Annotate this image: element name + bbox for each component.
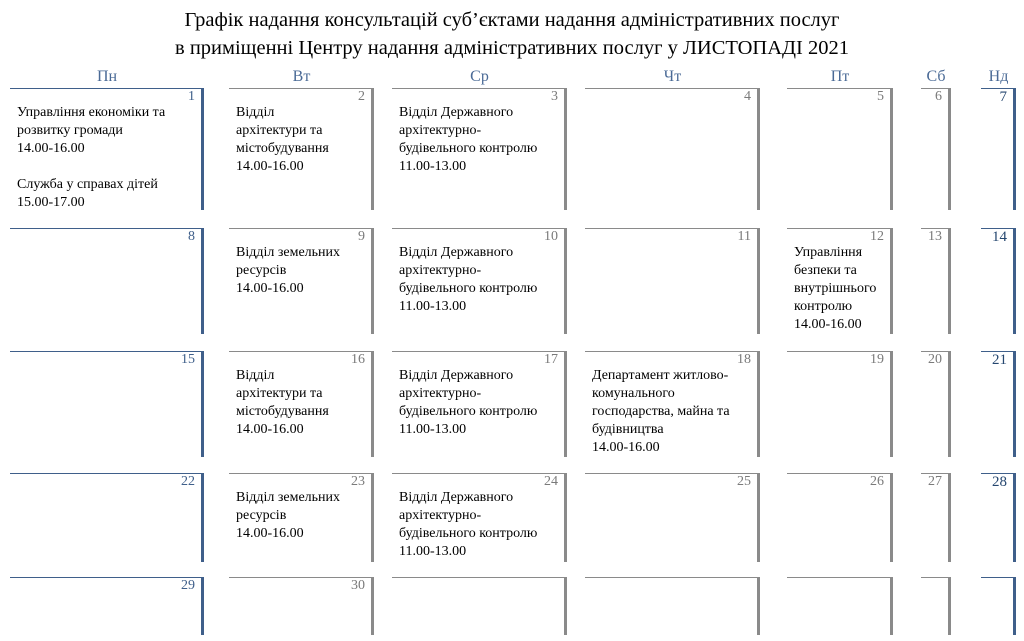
day-cell-18 [585, 351, 760, 457]
event-time: 14.00-16.00 [17, 141, 85, 156]
event-text-line: архітектури та [236, 386, 323, 401]
event-text-line: будівельного контролю [399, 526, 538, 541]
day-cell-7 [981, 88, 1016, 210]
day-number: 27 [928, 474, 942, 489]
consultation-entry [794, 244, 886, 334]
weekday-fri: Пт [830, 68, 850, 85]
consultation-entry [399, 489, 560, 561]
day-cell-14 [981, 228, 1016, 334]
event-text-line: архітектурно- [399, 508, 482, 523]
weekday-sat: Сб [926, 68, 946, 85]
event-text-line: розвитку громади [17, 123, 123, 138]
day-cell-3 [392, 88, 567, 210]
day-cell-empty [585, 577, 760, 635]
page-title-line-2: в приміщенні Центру надання адміністративних послуг у ЛИСТОПАДІ 2021 [175, 37, 849, 59]
event-text-line: архітектурно- [399, 386, 482, 401]
event-text-line: Відділ [236, 368, 275, 383]
day-number: 21 [992, 352, 1007, 368]
event-text-line: Відділ Державного [399, 105, 514, 120]
day-number: 4 [744, 89, 751, 104]
day-cell-11 [585, 228, 760, 334]
event-text-line: господарства, майна та [592, 404, 730, 419]
day-number: 11 [737, 229, 751, 244]
event-text-line: ресурсів [236, 508, 287, 523]
day-number: 15 [181, 352, 195, 367]
day-number: 29 [181, 578, 195, 593]
day-number: 6 [935, 89, 942, 104]
day-number: 16 [351, 352, 365, 367]
event-text-line: будівельного контролю [399, 141, 538, 156]
page-title-line-1: Графік надання консультацій суб’єктами надання адміністративних послуг [184, 9, 840, 31]
consultation-entry [236, 104, 367, 176]
event-text-line: архітектурно- [399, 123, 482, 138]
day-cell-15 [10, 351, 204, 457]
weekday-tue: Вт [292, 68, 311, 85]
day-number: 25 [737, 474, 751, 489]
day-number: 12 [870, 229, 884, 244]
consultation-entry [236, 367, 367, 439]
day-number: 2 [358, 89, 365, 104]
event-time: 14.00-16.00 [236, 159, 304, 174]
day-cell-28 [981, 473, 1016, 562]
day-cell-8 [10, 228, 204, 334]
day-cell-20 [921, 351, 951, 457]
day-cell-29 [10, 577, 204, 635]
day-cell-30 [229, 577, 374, 635]
day-number: 19 [870, 352, 884, 367]
event-text-line: будівельного контролю [399, 404, 538, 419]
event-text-line: комунального [592, 386, 675, 401]
day-cell-2 [229, 88, 374, 210]
day-cell-17 [392, 351, 567, 457]
event-text-line: Відділ земельних [236, 490, 341, 505]
consultation-entry [17, 104, 197, 212]
day-cell-16 [229, 351, 374, 457]
consultation-entry [399, 104, 560, 176]
day-cell-4 [585, 88, 760, 210]
day-number: 1 [188, 89, 195, 104]
weekday-mon: Пн [96, 68, 118, 85]
event-text-line: Відділ Державного [399, 245, 514, 260]
consultation-entry [236, 244, 367, 298]
day-cell-19 [787, 351, 893, 457]
day-number: 9 [358, 229, 365, 244]
day-number: 26 [870, 474, 884, 489]
day-number: 13 [928, 229, 942, 244]
weekday-wed: Ср [470, 68, 489, 85]
event-text-line: Служба у справах дітей [17, 177, 158, 192]
day-cell-1 [10, 88, 204, 210]
day-cell-25 [585, 473, 760, 562]
day-cell-13 [921, 228, 951, 334]
day-cell-empty [392, 577, 567, 635]
day-number: 8 [188, 229, 195, 244]
day-number: 22 [181, 474, 195, 489]
event-text-line: контролю [794, 299, 853, 314]
event-text-line: Відділ Державного [399, 368, 514, 383]
event-text-line: архітектури та [236, 123, 323, 138]
day-number: 18 [737, 352, 751, 367]
event-text-line: Відділ земельних [236, 245, 341, 260]
event-text-line: Відділ Державного [399, 490, 514, 505]
event-text-line: ресурсів [236, 263, 287, 278]
day-cell-9 [229, 228, 374, 334]
day-number: 7 [999, 89, 1007, 105]
consultation-entry [399, 367, 560, 439]
day-cell-22 [10, 473, 204, 562]
event-time: 14.00-16.00 [592, 440, 660, 455]
day-number: 28 [992, 474, 1007, 490]
event-time: 11.00-13.00 [399, 299, 467, 314]
day-number: 5 [877, 89, 884, 104]
event-time: 15.00-17.00 [17, 195, 85, 210]
day-cell-12 [787, 228, 893, 334]
day-cell-10 [392, 228, 567, 334]
event-time: 11.00-13.00 [399, 422, 467, 437]
day-number: 24 [544, 474, 558, 489]
day-cell-21 [981, 351, 1016, 457]
consultation-entry [399, 244, 560, 316]
event-time: 14.00-16.00 [794, 317, 862, 332]
event-text-line: Управління [794, 245, 863, 260]
day-cell-empty [787, 577, 893, 635]
event-text-line: містобудування [236, 141, 329, 156]
day-number: 17 [544, 352, 558, 367]
day-cell-23 [229, 473, 374, 562]
event-time: 11.00-13.00 [399, 159, 467, 174]
event-text-line: Департамент житлово- [592, 368, 729, 383]
day-cell-27 [921, 473, 951, 562]
day-cell-6 [921, 88, 951, 210]
event-text-line: Управління економіки та [17, 105, 166, 120]
event-time: 14.00-16.00 [236, 422, 304, 437]
day-cell-empty [981, 577, 1016, 635]
day-cell-5 [787, 88, 893, 210]
day-cell-empty [921, 577, 951, 635]
event-text-line: Відділ [236, 105, 275, 120]
event-text-line: архітектурно- [399, 263, 482, 278]
event-time: 11.00-13.00 [399, 544, 467, 559]
event-time: 14.00-16.00 [236, 281, 304, 296]
day-number: 3 [551, 89, 558, 104]
consultation-entry [236, 489, 367, 543]
day-number: 10 [544, 229, 558, 244]
event-text-line: містобудування [236, 404, 329, 419]
event-time: 14.00-16.00 [236, 526, 304, 541]
day-cell-24 [392, 473, 567, 562]
weekday-thu: Чт [663, 68, 682, 85]
consultation-entry [592, 367, 753, 457]
event-text-line: безпеки та [794, 263, 857, 278]
day-number: 30 [351, 578, 365, 593]
day-number: 20 [928, 352, 942, 367]
weekday-sun: Нд [988, 68, 1009, 85]
event-text-line: внутрішнього [794, 281, 877, 296]
event-text-line: будівництва [592, 422, 664, 437]
event-text-line: будівельного контролю [399, 281, 538, 296]
day-number: 14 [992, 229, 1007, 245]
day-cell-26 [787, 473, 893, 562]
day-number: 23 [351, 474, 365, 489]
